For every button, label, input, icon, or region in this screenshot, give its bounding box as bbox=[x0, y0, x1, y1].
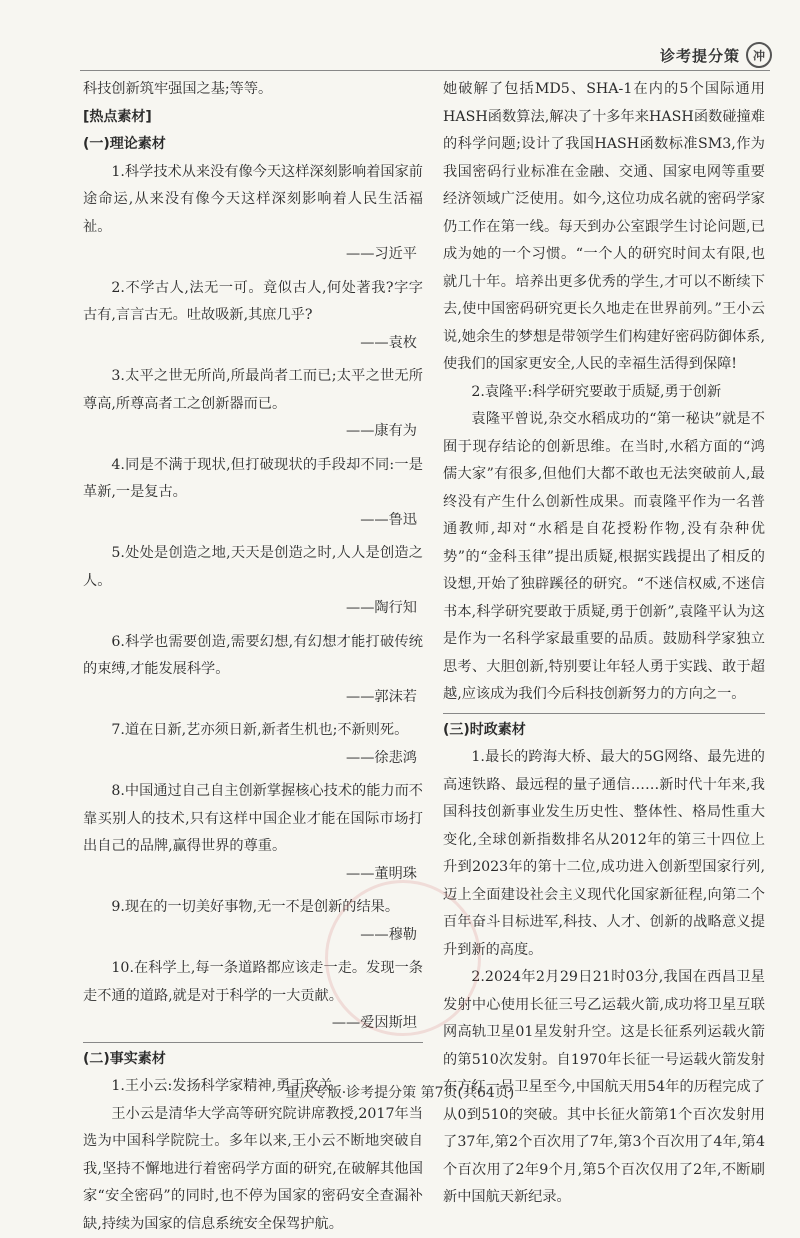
quote-list bbox=[83, 159, 423, 1038]
quote-text: 8.中国通过自己自主创新掌握核心技术的能力而不靠买别人的技术,只有这样中国企业才能在国际市场打出自己的品牌,赢得世界的尊重。 bbox=[83, 778, 423, 861]
quote-author: ——徐悲鸿 bbox=[83, 745, 423, 773]
section-divider bbox=[443, 713, 765, 714]
fact1-continued: 她破解了包括MD5、SHA-1在内的5个国际通用HASH函数算法,解决了十多年来HASH函数碰撞难的科学问题;设计了我国HASH函数标准SM3,作为我国密码行业标准在金融、交通、国家电网等重要经济领域广泛使用。如今,这位功成名就的密码学家仍工作在第一线。每天到办公室跟学生讨论问题,已成为她的一个习惯。“一个人的研究时间太有限,也就几十年。培养出更多优秀的学生,才可以不断续下去,使中国密码研究更长久地走在世界前列。”王小云说,她余生的梦想是带领学生们构建好密码防御体系,使我们的国家更安全,人民的幸福生活得到保障! bbox=[443, 76, 765, 379]
quote-author: ——郭沫若 bbox=[83, 684, 423, 712]
fact1-paragraph: 王小云是清华大学高等研究院讲席教授,2017年当选为中国科学院院士。多年以来,王小云不断地突破自我,坚持不懈地进行着密码学方面的研究,在破解其他国家“安全密码”的同时,也不停为国家的密码安全查漏补缺,持续为国家的信息系统安全保驾护航。 bbox=[83, 1101, 423, 1238]
quote-text: 9.现在的一切美好事物,无一不是创新的结果。 bbox=[83, 894, 423, 922]
page-footer: 重庆专版·诊考提分策 第7页(共64页) bbox=[0, 1082, 800, 1102]
logo-icon: 冲 bbox=[746, 42, 772, 68]
intro-text: 科技创新筑牢强国之基;等等。 bbox=[83, 76, 423, 104]
fact2-heading: 2.袁隆平:科学研究要敢于质疑,勇于创新 bbox=[443, 379, 765, 407]
quote-text: 4.同是不满于现状,但打破现状的手段却不同:一是革新,一是复古。 bbox=[83, 452, 423, 507]
quote-text: 7.道在日新,艺亦须日新,新者生机也;不新则死。 bbox=[83, 717, 423, 745]
current-affairs-title: (三)时政素材 bbox=[443, 717, 765, 745]
current-item-1: 1.最长的跨海大桥、最大的5G网络、最先进的高速铁路、最远程的量子通信……新时代十年来,我国科技创新事业发生历史性、整体性、格局性重大变化,全球创新指数排名从2012年的第三十四位上升到2023年的第十二位,成功进入创新型国家行列,迈上全面建设社会主义现代化国家新征程,向第二个百年奋斗目标进军,科技、人才、创新的战略意义提升到新的高度。 bbox=[443, 744, 765, 964]
quote-text: 10.在科学上,每一条道路都应该走一走。发现一条走不通的道路,就是对于科学的一大贡献。 bbox=[83, 955, 423, 1010]
quote-author: ——陶行知 bbox=[83, 595, 423, 623]
quote-author: ——穆勒 bbox=[83, 922, 423, 950]
right-column bbox=[443, 76, 765, 1212]
fact1-heading: 1.王小云:发扬科学家精神,勇于攻关 bbox=[83, 1073, 423, 1101]
theory-material-title: (一)理论素材 bbox=[83, 131, 423, 159]
header-divider bbox=[80, 70, 770, 71]
current-item-2: 2.2024年2月29日21时03分,我国在西昌卫星发射中心使用长征三号乙运载火箭,成功将卫星互联网高轨卫星01星发射升空。这是长征系列运载火箭的第510次发射。自1970年长征一号运载火箭发射东方红一号卫星至今,中国航天用54年的历程完成了从0到510的突破。其中长征火箭第1个百次发射用了37年,第2个百次用了7年,第3个百次用了4年,第4个百次用了2年9个月,第5个百次仅用了2年,不断刷新中国航天新纪录。 bbox=[443, 964, 765, 1212]
hot-material-title: [热点素材] bbox=[83, 104, 423, 132]
quote-text: 1.科学技术从来没有像今天这样深刻影响着国家前途命运,从来没有像今天这样深刻影响着人民生活福祉。 bbox=[83, 159, 423, 242]
quote-author: ——董明珠 bbox=[83, 861, 423, 889]
quote-text: 2.不学古人,法无一可。竟似古人,何处著我?字字古有,言言古无。吐故吸新,其庶几乎? bbox=[83, 275, 423, 330]
quote-author: ——鲁迅 bbox=[83, 507, 423, 535]
quote-text: 3.太平之世无所尚,所最尚者工而已;太平之世无所尊高,所尊高者工之创新器而已。 bbox=[83, 363, 423, 418]
fact2-paragraph: 袁隆平曾说,杂交水稻成功的“第一秘诀”就是不囿于现存结论的创新思维。在当时,水稻方面的“鸿儒大家”有很多,但他们大都不敢也无法突破前人,最终没有产生什么创新性成果。而袁隆平作为一名普通教师,却对“水稻是自花授粉作物,没有杂种优势”的“金科玉律”提出质疑,根据实践提出了相反的设想,开始了独辟蹊径的研究。“不迷信权威,不迷信书本,科学研究要敢于质疑,勇于创新”,袁隆平认为这是作为一名科学家最重要的品质。鼓励科学家独立思考、大胆创新,特别要让年轻人勇于实践、敢于超越,应该成为我们今后科技创新努力的方向之一。 bbox=[443, 406, 765, 709]
section-divider bbox=[83, 1042, 423, 1043]
quote-text: 5.处处是创造之地,天天是创造之时,人人是创造之人。 bbox=[83, 540, 423, 595]
book-title: 诊考提分策 bbox=[660, 45, 740, 66]
page-header bbox=[660, 42, 772, 68]
quote-author: ——习近平 bbox=[83, 241, 423, 269]
quote-text: 6.科学也需要创造,需要幻想,有幻想才能打破传统的束缚,才能发展科学。 bbox=[83, 629, 423, 684]
fact-material-title: (二)事实素材 bbox=[83, 1046, 423, 1074]
left-column bbox=[83, 76, 423, 1238]
quote-author: ——康有为 bbox=[83, 418, 423, 446]
quote-author: ——爱因斯坦 bbox=[83, 1010, 423, 1038]
quote-author: ——袁枚 bbox=[83, 330, 423, 358]
